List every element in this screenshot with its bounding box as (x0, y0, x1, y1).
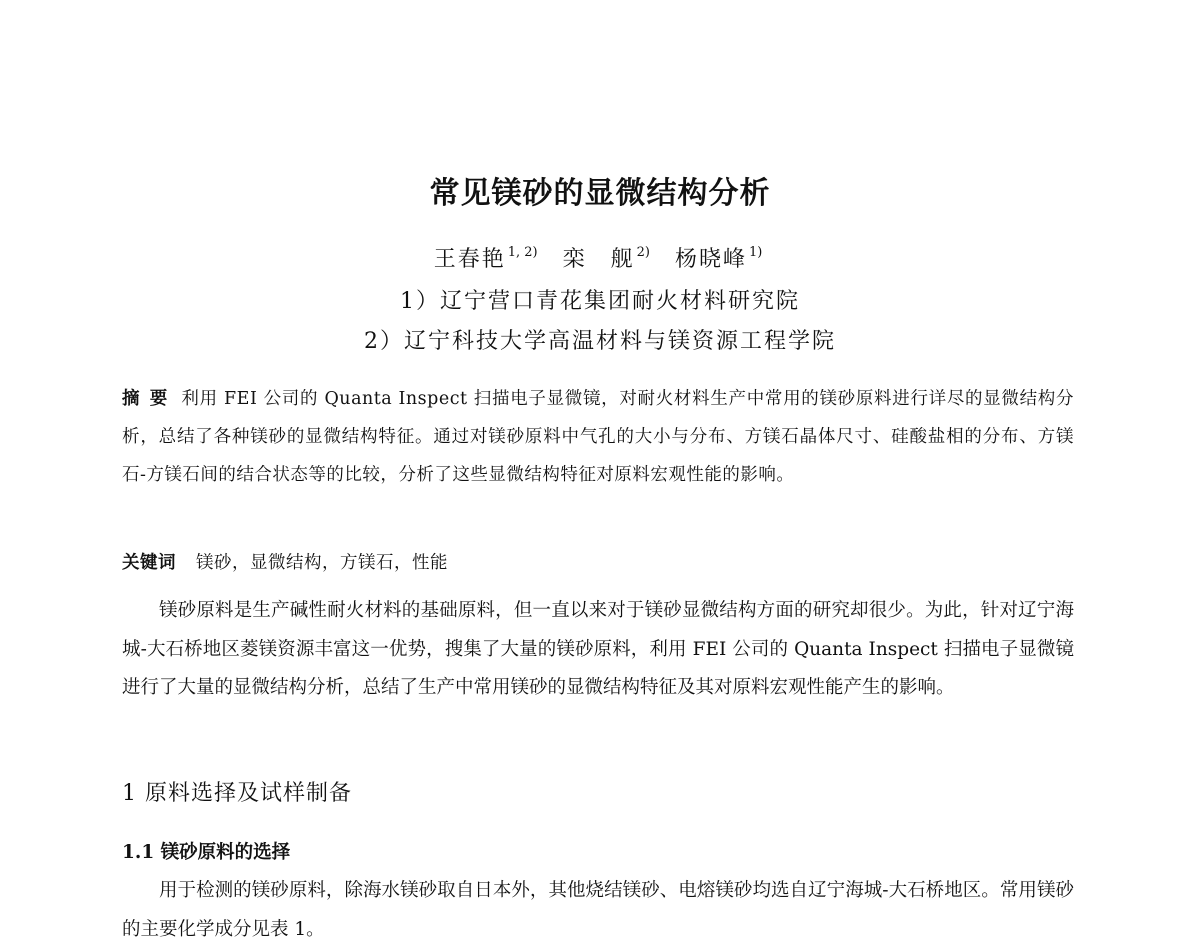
abstract-text: 利用 FEI 公司的 Quanta Inspect 扫描电子显微镜，对耐火材料生产中常用的镁砂原料进行详尽的显微结构分析，总结了各种镁砂的显微结构特征。通过对镁砂原料中气孔的大小与分布、方镁石晶体尺寸、硅酸盐相的分布、方镁石-方镁石间的结合状态等的比较，分析了这些显微结构特征对原料宏观性能的影响。 (122, 389, 1074, 485)
author-affil-mark: 1) (748, 245, 763, 260)
section-heading: 1 原料选择及试样制备 (122, 781, 352, 806)
subsection-heading: 1.1 镁砂原料的选择 (122, 842, 291, 863)
paper-title: 常见镁砂的显微结构分析 (429, 176, 771, 211)
keywords-label: 关键词 (122, 553, 176, 573)
affiliation-1: 1）辽宁营口青花集团耐火材料研究院 (400, 289, 800, 314)
author-affil-mark: 1, 2) (507, 245, 538, 260)
abstract (122, 380, 1074, 494)
author-name: 栾 舰 (562, 247, 635, 272)
keywords (122, 546, 1074, 580)
author-name: 杨晓峰 (674, 247, 747, 272)
keywords-text: 镁砂，显微结构，方镁石，性能 (196, 553, 448, 573)
author-affil-mark: 2) (636, 245, 650, 260)
body-paragraph: 用于检测的镁砂原料，除海水镁砂取自日本外，其他烧结镁砂、电熔镁砂均选自辽宁海城-大石桥地区。常用镁砂的主要化学成分见表 1。 (122, 880, 1074, 940)
affiliation-2: 2）辽宁科技大学高温材料与镁资源工程学院 (364, 329, 836, 354)
author-line (0, 242, 1200, 273)
abstract-label: 摘要 (122, 389, 178, 409)
author-name: 王春艳 (433, 247, 506, 272)
intro-paragraph: 镁砂原料是生产碱性耐火材料的基础原料，但一直以来对于镁砂显微结构方面的研究却很少。为此，针对辽宁海城-大石桥地区菱镁资源丰富这一优势，搜集了大量的镁砂原料，利用 FEI 公司的 Quanta Inspect 扫描电子显微镜进行了大量的显微结构分析，总结了生产中常用镁砂的显微结构特征及其对原料宏观性能产生的影响。 (122, 600, 1074, 698)
